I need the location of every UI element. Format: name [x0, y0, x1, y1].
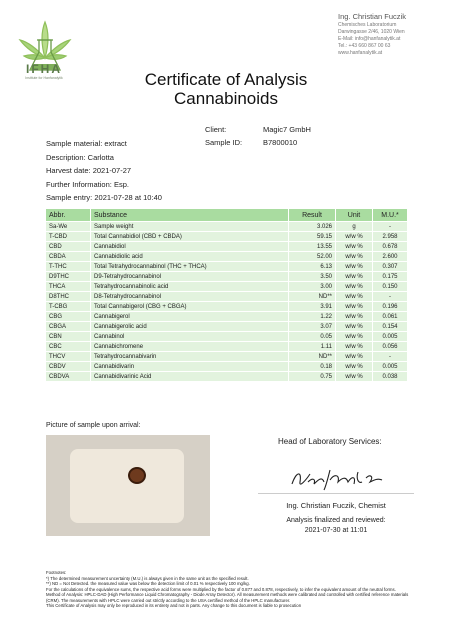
table-body: [46, 222, 408, 382]
cell-abbr: CBN: [46, 332, 91, 342]
cell-unit: w/w %: [336, 242, 373, 252]
cell-unit: w/w %: [336, 352, 373, 362]
cell-substance: Cannabidiol: [91, 242, 289, 252]
table-row: [46, 292, 408, 302]
cell-result: 6.13: [289, 262, 336, 272]
cell-result: 3.91: [289, 302, 336, 312]
finalized-info: [258, 516, 414, 536]
results-table: [45, 208, 408, 382]
client-label: Client:: [205, 125, 227, 134]
lab-line: Darwingasse 2/46, 1020 Wien: [338, 29, 405, 35]
cell-mu: 0.005: [373, 362, 408, 372]
table-header-row: [46, 209, 408, 222]
lab-phone: Tel.: +43 660 867 00 63: [338, 43, 391, 49]
footnote-line: *) The determined measurement uncertainty (M.U.) is always given in the same unit as the specified result.: [46, 575, 249, 581]
sample-id-label: Sample ID:: [205, 138, 243, 147]
cell-abbr: D8THC: [46, 292, 91, 302]
cell-mu: -: [373, 292, 408, 302]
cell-result: 3.07: [289, 322, 336, 332]
cell-substance: Total Cannabidiol (CBD + CBDA): [91, 232, 289, 242]
cell-unit: w/w %: [336, 292, 373, 302]
chemist-name: Ing. Christian Fuczik, Chemist: [286, 501, 386, 510]
cell-abbr: CBDV: [46, 362, 91, 372]
cell-result: 0.18: [289, 362, 336, 372]
cell-mu: 0.061: [373, 312, 408, 322]
cell-mu: 0.175: [373, 272, 408, 282]
table-row: [46, 222, 408, 232]
cell-unit: w/w %: [336, 302, 373, 312]
cell-abbr: T-CBG: [46, 302, 91, 312]
cell-mu: -: [373, 222, 408, 232]
table-row: [46, 352, 408, 362]
cell-substance: Tetrahydrocannabivarin: [91, 352, 289, 362]
logo-text: IFHA: [26, 62, 62, 76]
cell-mu: 2.958: [373, 232, 408, 242]
lab-line: Chemisches Laboratorium: [338, 22, 397, 28]
sample-extract: [128, 467, 146, 484]
signature-line: [258, 493, 414, 494]
cell-mu: 0.005: [373, 332, 408, 342]
cell-abbr: CBD: [46, 242, 91, 252]
table-row: [46, 262, 408, 272]
table-row: [46, 232, 408, 242]
lab-website: www.hanfanalytik.at: [338, 50, 383, 56]
cell-mu: 0.154: [373, 322, 408, 332]
table-row: [46, 332, 408, 342]
cell-abbr: D9THC: [46, 272, 91, 282]
footnote-line: Footnotes:: [46, 570, 67, 575]
client-value: Magic7 GmbH: [263, 125, 311, 134]
cell-substance: D8-Tetrahydrocannabinol: [91, 292, 289, 302]
cell-abbr: CBG: [46, 312, 91, 322]
lab-name: Ing. Christian Fuczik: [338, 12, 406, 21]
cell-substance: Total Tetrahydrocannabinol (THC + THCA): [91, 262, 289, 272]
footnote-line: This Certificate of Analysis may only be reproduced in its entirety and not in parts. Any change to this document is liable to prosecution: [46, 603, 302, 608]
cell-unit: w/w %: [336, 232, 373, 242]
sample-info: [46, 137, 162, 205]
client-block: [205, 123, 311, 149]
cell-substance: Total Cannabigerol (CBG + CBGA): [91, 302, 289, 312]
table-row: [46, 362, 408, 372]
cell-unit: w/w %: [336, 262, 373, 272]
footnotes: [46, 570, 416, 609]
cell-result: 13.55: [289, 242, 336, 252]
sample-id-value: B7800010: [263, 138, 298, 147]
sample-entry: Sample entry: 2021-07-28 at 10:40: [46, 193, 162, 202]
cell-substance: Cannabidivarin: [91, 362, 289, 372]
cell-substance: Cannabigerolic acid: [91, 322, 289, 332]
table-row: [46, 282, 408, 292]
col-unit: Unit: [336, 209, 373, 222]
footnote-line: Method of Analysis: HPLC-DAD (High Performance Liquid Chromatography - Diode Array Detector). All measurement methods were calibrated and controlled with certified reference materials (CRM). The measurements with HPLC were carried out strictly according to the USA certified method of the HPLC manufacturer.: [46, 592, 409, 603]
cell-unit: w/w %: [336, 282, 373, 292]
cell-result: 0.05: [289, 332, 336, 342]
sample-photo: [46, 435, 210, 536]
head-of-lab-label: Head of Laboratory Services:: [278, 437, 382, 446]
lab-address-block: [338, 12, 406, 57]
cell-mu: -: [373, 352, 408, 362]
cell-substance: Cannabichromene: [91, 342, 289, 352]
cell-abbr: Sa-We: [46, 222, 91, 232]
picture-label: Picture of sample upon arrival:: [46, 422, 141, 429]
cell-abbr: T-THC: [46, 262, 91, 272]
cell-abbr: THCV: [46, 352, 91, 362]
col-abbr: Abbr.: [46, 209, 91, 222]
sample-material: Sample material: extract: [46, 139, 127, 148]
cell-mu: 2.600: [373, 252, 408, 262]
finalized-label: Analysis finalized and reviewed:: [286, 517, 386, 524]
table-row: [46, 252, 408, 262]
cell-abbr: CBDA: [46, 252, 91, 262]
cell-result: 3.026: [289, 222, 336, 232]
cell-substance: Cannabinol: [91, 332, 289, 342]
cell-unit: w/w %: [336, 372, 373, 382]
col-substance: Substance: [91, 209, 289, 222]
title-line-1: Certificate of Analysis: [144, 70, 308, 89]
col-mu: M.U.*: [373, 209, 408, 222]
cell-abbr: T-CBD: [46, 232, 91, 242]
title-line-2: Cannabinoids: [174, 89, 278, 108]
cell-mu: 0.150: [373, 282, 408, 292]
cell-result: ND**: [289, 292, 336, 302]
cell-result: ND**: [289, 352, 336, 362]
cell-substance: Tetrahydrocannabinolic acid: [91, 282, 289, 292]
cell-unit: w/w %: [336, 332, 373, 342]
cell-result: 3.00: [289, 282, 336, 292]
cell-mu: 0.307: [373, 262, 408, 272]
col-result: Result: [289, 209, 336, 222]
cell-result: 59.15: [289, 232, 336, 242]
cell-unit: w/w %: [336, 312, 373, 322]
cell-mu: 0.678: [373, 242, 408, 252]
handwritten-signature: [286, 462, 386, 492]
cell-result: 1.11: [289, 342, 336, 352]
footnote-line: **) ND = Not Detected. the measured value was below the detection limit of 0.01 % respectively 100 mg/kg.: [46, 581, 250, 586]
cell-mu: 0.056: [373, 342, 408, 352]
footnote-line: For the calculations of the equivalence sums, the respective acid forms were multiplied by the factor of 0.877 and 0.878, respectively, to infer the equivalent amount of the neutral forms.: [46, 586, 396, 592]
lab-email: E-Mail: info@hanfanalytik.at: [338, 36, 401, 42]
cell-substance: Cannabidivarinic Acid: [91, 372, 289, 382]
cell-unit: w/w %: [336, 272, 373, 282]
cell-unit: w/w %: [336, 322, 373, 332]
table-row: [46, 242, 408, 252]
cell-abbr: THCA: [46, 282, 91, 292]
cell-unit: w/w %: [336, 342, 373, 352]
cell-unit: g: [336, 222, 373, 232]
finalized-date: 2021-07-30 at 11:01: [304, 527, 368, 534]
cell-result: 3.50: [289, 272, 336, 282]
sample-description: Description: Carlotta: [46, 152, 114, 162]
cell-unit: w/w %: [336, 252, 373, 262]
cell-abbr: CBGA: [46, 322, 91, 332]
cell-substance: Cannabigerol: [91, 312, 289, 322]
cell-substance: D9-Tetrahydrocannabinol: [91, 272, 289, 282]
cell-result: 0.75: [289, 372, 336, 382]
cell-substance: Cannabidiolic acid: [91, 252, 289, 262]
cell-unit: w/w %: [336, 362, 373, 372]
table-row: [46, 312, 408, 322]
harvest-date: Harvest date: 2021-07-27: [46, 166, 132, 175]
table-row: [46, 272, 408, 282]
cell-abbr: CBDVA: [46, 372, 91, 382]
cell-mu: 0.196: [373, 302, 408, 312]
cell-substance: Sample weight: [91, 222, 289, 232]
cell-result: 1.22: [289, 312, 336, 322]
table-row: [46, 372, 408, 382]
sample-container: [70, 449, 184, 523]
cell-mu: 0.038: [373, 372, 408, 382]
further-information: Further Information: Esp.: [46, 179, 129, 189]
cell-result: 52.00: [289, 252, 336, 262]
logo-subtitle: Institute for Hanfanalytik: [25, 76, 63, 80]
table-row: [46, 322, 408, 332]
cell-abbr: CBC: [46, 342, 91, 352]
table-row: [46, 342, 408, 352]
document-title: [0, 70, 452, 108]
table-row: [46, 302, 408, 312]
